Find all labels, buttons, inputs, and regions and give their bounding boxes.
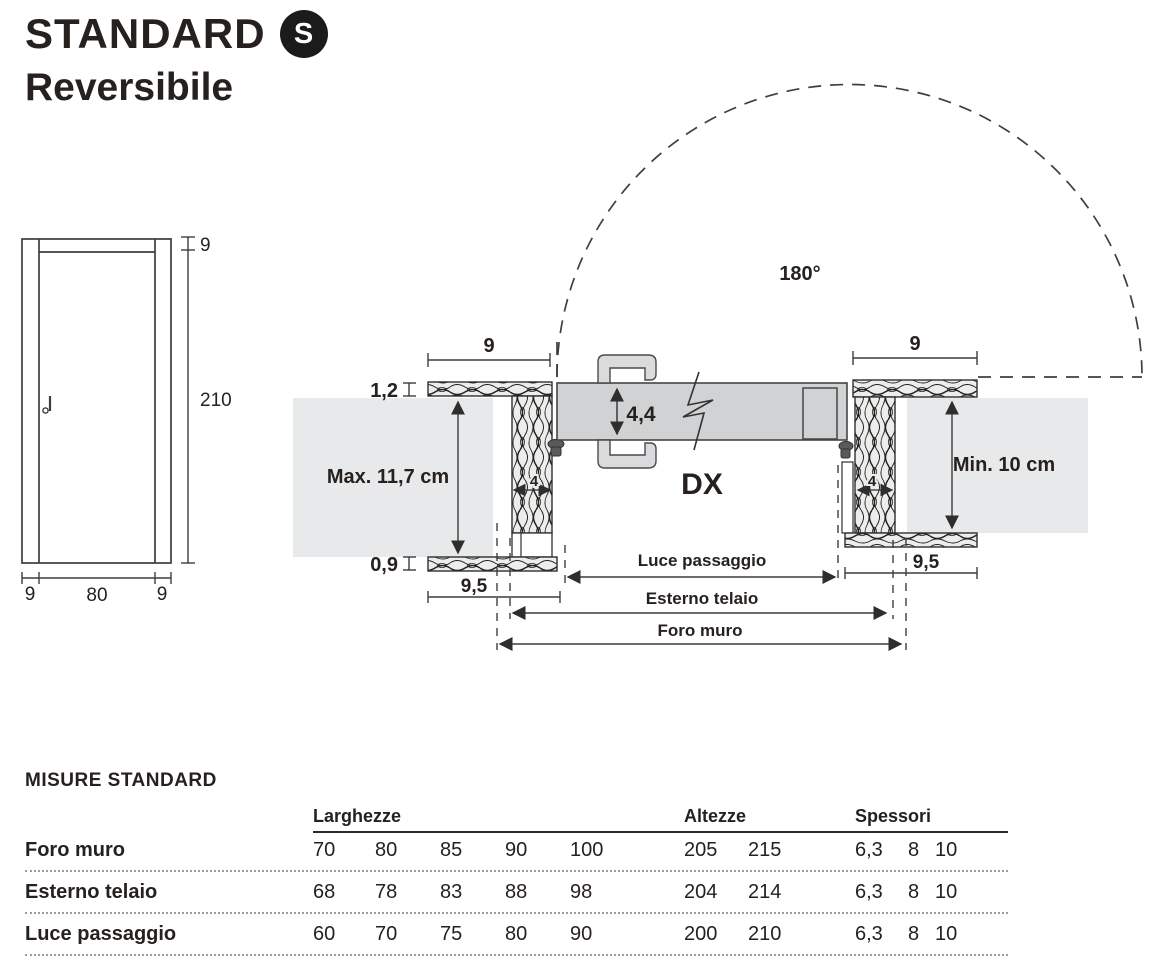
- jamb-left: [512, 396, 552, 533]
- dim-frame-outside-label: Esterno telaio: [645, 589, 759, 608]
- leaf-thickness-label: 4,4: [626, 403, 656, 426]
- cell: 90: [505, 838, 528, 861]
- handle-lower: [598, 440, 656, 468]
- dim-wall-hole-label: Foro muro: [657, 621, 743, 640]
- cell: 78: [375, 880, 398, 903]
- architrave-top-left: [428, 382, 552, 396]
- dim-elev-bottom-left: 9: [24, 584, 36, 605]
- cell: 205: [684, 838, 718, 861]
- strike-channel: [842, 462, 853, 533]
- measures-table: [25, 770, 1008, 956]
- latch-bolt: [839, 441, 853, 458]
- jamb-right-adjust-label: 4: [867, 473, 877, 490]
- cell: 215: [748, 838, 782, 861]
- dim-arch-width-left: 9: [483, 335, 495, 357]
- cell: 214: [748, 880, 782, 903]
- cell: 80: [505, 922, 528, 945]
- page-subtitle: Reversibile: [25, 66, 234, 109]
- cell: 80: [375, 838, 398, 861]
- table-title: MISURE STANDARD: [25, 770, 217, 791]
- architrave-top-right: [853, 380, 977, 397]
- dim-elev-height: 210: [200, 390, 232, 411]
- wall-max-label: Max. 11,7 cm: [326, 466, 450, 488]
- cell: 70: [375, 922, 398, 945]
- cell: 8: [908, 838, 920, 861]
- table-row: [25, 830, 1008, 872]
- elevation-frame: [22, 239, 171, 563]
- door-elevation: [22, 239, 171, 563]
- door-swing-arc: [557, 85, 1142, 381]
- cell: 68: [313, 880, 336, 903]
- cell: 100: [570, 838, 604, 861]
- cell: 8: [908, 880, 920, 903]
- page-title: STANDARD: [25, 10, 266, 57]
- dim-frame-depth-right: 9,5: [912, 552, 940, 573]
- table-row: [25, 872, 1008, 914]
- cell: 200: [684, 922, 718, 945]
- cell: 10: [935, 838, 958, 861]
- jamb-left-adjust-label: 4: [529, 473, 539, 490]
- cell: 88: [505, 880, 528, 903]
- row-label: Foro muro: [25, 838, 125, 861]
- cell: 8: [908, 922, 920, 945]
- cell: 210: [748, 922, 782, 945]
- dim-arch-thickness-bottom: 0,9: [370, 554, 398, 576]
- table-row: [25, 914, 1008, 956]
- handle-upper: [598, 355, 656, 383]
- cell: 75: [440, 922, 463, 945]
- dim-elev-top-frame: 9: [200, 235, 211, 256]
- cell: 70: [313, 838, 336, 861]
- cell: 6,3: [855, 838, 883, 861]
- cell: 10: [935, 922, 958, 945]
- hand-label: DX: [681, 468, 723, 501]
- jamb-left-extension: [512, 533, 552, 557]
- row-label: Esterno telaio: [25, 880, 158, 903]
- cell: 85: [440, 838, 463, 861]
- table-group-larghezze: Larghezze: [313, 797, 684, 833]
- cell: 83: [440, 880, 463, 903]
- door-leaf-plan: [557, 355, 847, 468]
- cell: 90: [570, 922, 593, 945]
- table-group-spessori: Spessori: [855, 797, 1008, 833]
- table-header-row: [25, 800, 1008, 830]
- cell: 204: [684, 880, 718, 903]
- table-header-spacer: [25, 798, 313, 832]
- architrave-bottom-left: [428, 557, 557, 571]
- dim-elev-bottom-center: 80: [86, 585, 108, 606]
- dim-frame-depth-left: 9,5: [460, 576, 488, 597]
- series-badge-letter: S: [293, 17, 314, 50]
- cell: 60: [313, 922, 336, 945]
- dim-arch-width-right: 9: [909, 333, 921, 355]
- dim-clear-opening-label: Luce passaggio: [637, 551, 767, 570]
- dim-arch-thickness-top: 1,2: [370, 380, 398, 402]
- dim-elev-bottom-right: 9: [156, 584, 168, 605]
- cell: 6,3: [855, 922, 883, 945]
- cell: 10: [935, 880, 958, 903]
- row-label: Luce passaggio: [25, 922, 177, 945]
- architrave-bottom-right: [845, 533, 977, 547]
- cell: 98: [570, 880, 593, 903]
- wall-min-label: Min. 10 cm: [952, 454, 1056, 476]
- swing-angle-label: 180°: [779, 263, 821, 285]
- table-group-altezze: Altezze: [684, 797, 855, 833]
- jamb-right: [855, 397, 895, 533]
- cell: 6,3: [855, 880, 883, 903]
